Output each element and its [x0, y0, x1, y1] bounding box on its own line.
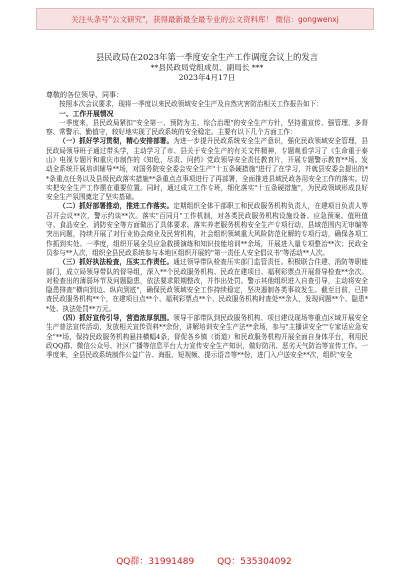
work-item-lead: （一）抓好学习贯彻，精心安排部署。 [59, 137, 174, 146]
work-item-lead: （三）抓好执法检查，压实工作责任。 [59, 258, 174, 267]
qq-group-text: QQ群：31991489 [116, 557, 195, 567]
promo-banner [36, 8, 374, 30]
work-item-lead: （二）抓好部署推动，推进工作落实。 [59, 202, 174, 211]
document-byline: **县民政局党组成员、副局长 *** [150, 63, 264, 72]
work-item-body: 领导干部带队到民政服务机构、项目建设现场等重点区域开展安全生产普法宣传活动，发放相关宣传资料**余份，讲解培训安全生产法**余场，参与"主播讲安全""专家话应急安全"**场，保持民政服务机构悬挂横幅4条，督促各乡镇（街道）和民政服务机构开展全面自身体平台，利用民政QQ群、微信公众号、社区广播等信息平台大力宣传安全生产知识，做好防汛、恶劣天气防治等宣传工作。一季度来，全县民政系统制作公益广告、海报、短视频、提示语音等**份，进门入户送安全**次，组织"安全 [46, 314, 369, 360]
document-date: 2023年4月17日 [178, 73, 236, 82]
section-intro-paragraph: 一季度来，县民政局紧扣"安全第一、预防为主、综合治理"的安全生产方针，坚持重宣传、强管理、多督察、常警示、勤值守，较好地实现了民政系统的安全稳定。主要有以下几个方面工作： [46, 118, 368, 137]
work-item-body: 为进一步提升民政系统安全生产意识，强化民政领域安全管理，县民政局领导班子通过带头学，主动学习了市、县关于安全生产的有关文件精神，专题观看学习了《生命重于泰山》电视专题片和重庆市制作的《知危、尽责、问药》党政领导安全责任教育片，开展专题警示教育**场。发动全系统开展培训辅导**场，对国务院安全委会安全生产"十五条硬措施"进行了在学习，并就县安委会提出的**条重点任务以及县级民政落实措施**条重点点事项进行了再部署，全面推进县域民政各用安全工作的落实。切实把安全生产工作摆在重要位置。同时，通过成立工作专班，细化落实"十五条硬措施"，为民政领域形成良好安全生产氛围奠定了坚实基础。 [46, 137, 369, 202]
section-heading: 一、工作开展情况 [59, 109, 114, 118]
work-item-body: 定期组织全体干部职工和民政服务机构负责人，在建项目负责人等召开会议**次，警示约谈**次。落实"百同月"工作机制，对各类民政服务机构设施设备、应急预案、值班值守、食品安全、消防安全等方面做出了具体要求。落实养老服务机构安全生产专项行动，县域范围内无审编等突出问题，持续开展了对行业协会商业及民营机构，社会组织领域重大风险防范化解的专项行动，确保各项工作抓到实处。一季度，组织开展全员应急救援演练和知识技能培训**余场，开展进入量专项整治**次；民政全员参与**人次，组织全县民政系统参与本地区组织开展的"第一责任人安全倡议书"等活动**人次。 [46, 202, 369, 257]
promo-banner-text: 关注头条号"公文研究"，获得最新最全最专业的公文资料库！ 微信：gongwenxj [71, 14, 339, 24]
document-title: 县民政局在2023年第一季度安全生产工作调度会议上的发言 [95, 52, 319, 62]
work-item-paragraph [46, 202, 368, 258]
intro-paragraph: 按照本次会议要求，现将一季度以来民政领域安全生产及自然灾害防治相关工作报告如下： [59, 100, 323, 109]
contact-footer [0, 554, 408, 567]
work-item-body: 通过领导带队检查压实部门监管责任。积极联合住建、消防等职能部门，成立局领导带队的督导组，深入**个民政服务机构、民政在建项目、福利彩票点开展督导检查**余次。对检查出的薄弱环节及问题隐患，依法要求限期整改，并作出处罚。警示其他组织进入自查引导，主动将安全隐患排查"横向到边、纵向到底"，确保民政领域安全工作持续稳定，坚决遏制各类事故发生。截至目前，已排查民政服务机构**个，在建项目点**个、福利彩票点**个、民政服务机构时查处**余人，发现问题**个、隐患**处、执法处罚**万元。 [46, 258, 369, 313]
document-body [46, 52, 368, 361]
qq-text: QQ：535304092 [217, 557, 292, 567]
work-item-paragraph [46, 137, 368, 202]
work-item-paragraph [46, 314, 368, 360]
work-item-lead: （四）抓好宣传引导，营造浓厚氛围。 [59, 314, 174, 323]
salutation: 尊敬的各位领导、同事： [46, 91, 123, 99]
work-item-paragraph [46, 258, 368, 314]
